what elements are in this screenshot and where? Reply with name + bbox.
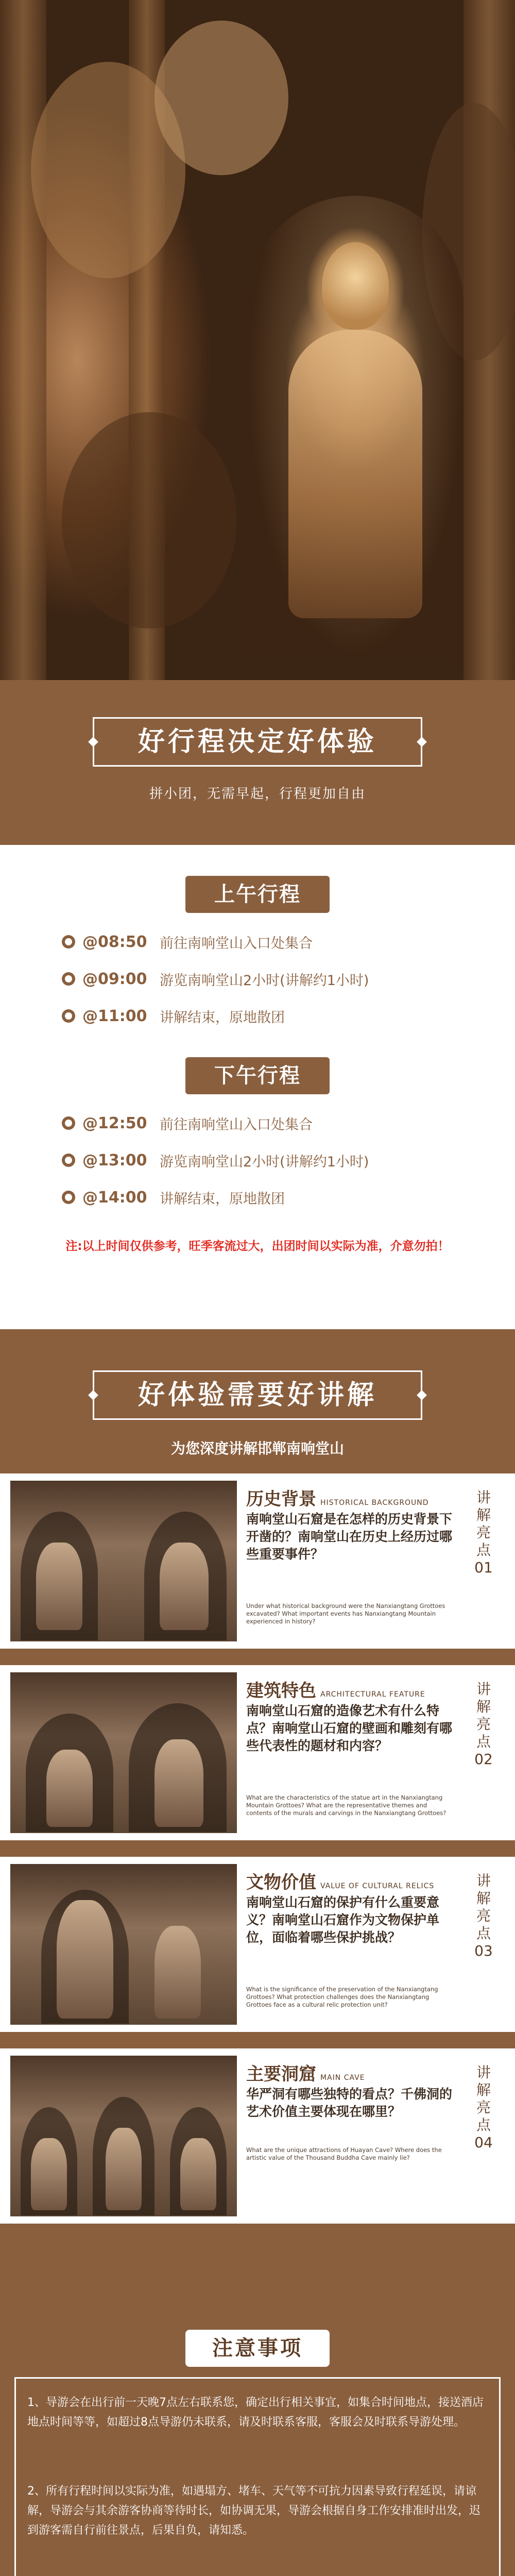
card-question: 南响堂山石窟的保护有什么重要意义？南响堂山石窟作为文物保护单位，面临着哪些保护挑战？ [246, 1895, 440, 1945]
list-item: @11:00 讲解结束，原地散团 [62, 1006, 285, 1026]
list-item: @09:00 游览南响堂山2小时(讲解约1小时) [62, 969, 369, 989]
bullet-icon [62, 972, 75, 986]
bullet-icon [62, 935, 75, 948]
guide-title-box [93, 1370, 422, 1420]
card-question-en: Under what historical background were the Nanxiangtang Grottoes excavated? What important events has Nanxiangtang Mountain experienced in history? [246, 1602, 445, 1625]
list-item: @14:00 讲解结束，原地散团 [62, 1187, 285, 1208]
itinerary-note: 注:以上时间仅供参考，旺季客流过大，出团时间以实际为准，介意勿拍！ [65, 1240, 450, 1253]
card-side-label: 讲解亮点01 [474, 1489, 493, 1576]
notes-item: 2、所有行程时间以实际为准，如遇塌方、堵车、天气等不可抗力因素导致行程延误，请谅解，导游会与其余游客协商等待时长，如协调无果，导游会根据自身工作安排准时出发，迟到游客需自行前往景点，后果自负，请知悉。 [27, 2485, 481, 2537]
card-side-label: 讲解亮点03 [474, 1872, 493, 1959]
guide-title: 好体验需要好讲解 [138, 1380, 377, 1411]
card-heading: 建筑特色 ARCHITECTURAL FEATURE [246, 1681, 425, 1701]
afternoon-label: 下午行程 [185, 1057, 330, 1094]
card-heading: 文物价值 VALUE OF CULTURAL RELICS [246, 1872, 435, 1893]
highlight-card [0, 1665, 515, 1840]
list-item: @12:50 前往南响堂山入口处集合 [62, 1113, 313, 1133]
itinerary-subtitle: 拼小团，无需早起，行程更加自由 [149, 786, 366, 802]
card-heading: 主要洞窟 MAIN CAVE [246, 2064, 365, 2084]
card-question-en: What are the unique attractions of Huayan Cave? Where does the artistic value of the Thousand Buddha Cave mainly lie? [246, 2146, 442, 2161]
card-question-en: What are the characteristics of the statue art in the Nanxiangtang Mountain Grottoes? What are the representative themes and contents of the murals and carvings in the Nanxiangtang Grottoes? [246, 1794, 447, 1817]
bullet-icon [62, 1009, 75, 1023]
bullet-icon [62, 1116, 75, 1130]
buddha-statue [288, 330, 422, 618]
cave-photo [10, 2056, 237, 2216]
highlight-card [0, 2048, 515, 2224]
hero-grotto-image [0, 0, 515, 680]
bullet-icon [62, 1154, 75, 1167]
list-item: @13:00 游览南响堂山2小时(讲解约1小时) [62, 1150, 369, 1171]
itinerary-title-box [93, 717, 422, 767]
card-heading: 历史背景 HISTORICAL BACKGROUND [246, 1489, 429, 1510]
card-side-label: 讲解亮点02 [474, 1681, 493, 1768]
guide-subtitle: 为您深度讲解邯郸南响堂山 [170, 1440, 344, 1457]
card-question-en: What is the significance of the preservation of the Nanxiangtang Grottoes? What protection challenges does the Nanxiangtang Grottoes face as a cultural relic protection unit? [246, 1986, 438, 2008]
notes-title: 注意事项 [185, 2330, 330, 2367]
notes-item: 1、导游会在出行前一天晚7点左右联系您，确定出行相关事宜，如集合时间地点，接送酒店地点时间等等，如超过8点导游仍未联系，请及时联系客服，客服会及时联系导游处理。 [27, 2396, 484, 2429]
card-question: 华严洞有哪些独特的看点？千佛洞的艺术价值主要体现在哪里？ [246, 2087, 453, 2119]
card-question: 南响堂山石窟是在怎样的历史背景下开凿的？南响堂山在历史上经历过哪些重要事件？ [246, 1512, 453, 1562]
cave-photo [10, 1864, 237, 2025]
cave-photo [10, 1481, 237, 1641]
bullet-icon [62, 1191, 75, 1204]
morning-label: 上午行程 [185, 876, 330, 913]
itinerary-title: 好行程决定好体验 [138, 726, 377, 757]
highlight-card [0, 1857, 515, 2032]
cave-photo [10, 1672, 237, 1833]
highlight-card [0, 1473, 515, 1649]
notes-box [14, 2377, 501, 2576]
buddha-head [322, 242, 389, 330]
list-item: @08:50 前往南响堂山入口处集合 [62, 931, 313, 952]
card-side-label: 讲解亮点04 [474, 2064, 493, 2151]
card-question: 南响堂山石窟的造像艺术有什么特点？南响堂山石窟的壁画和雕刻有哪些代表性的题材和内容？ [246, 1703, 453, 1753]
